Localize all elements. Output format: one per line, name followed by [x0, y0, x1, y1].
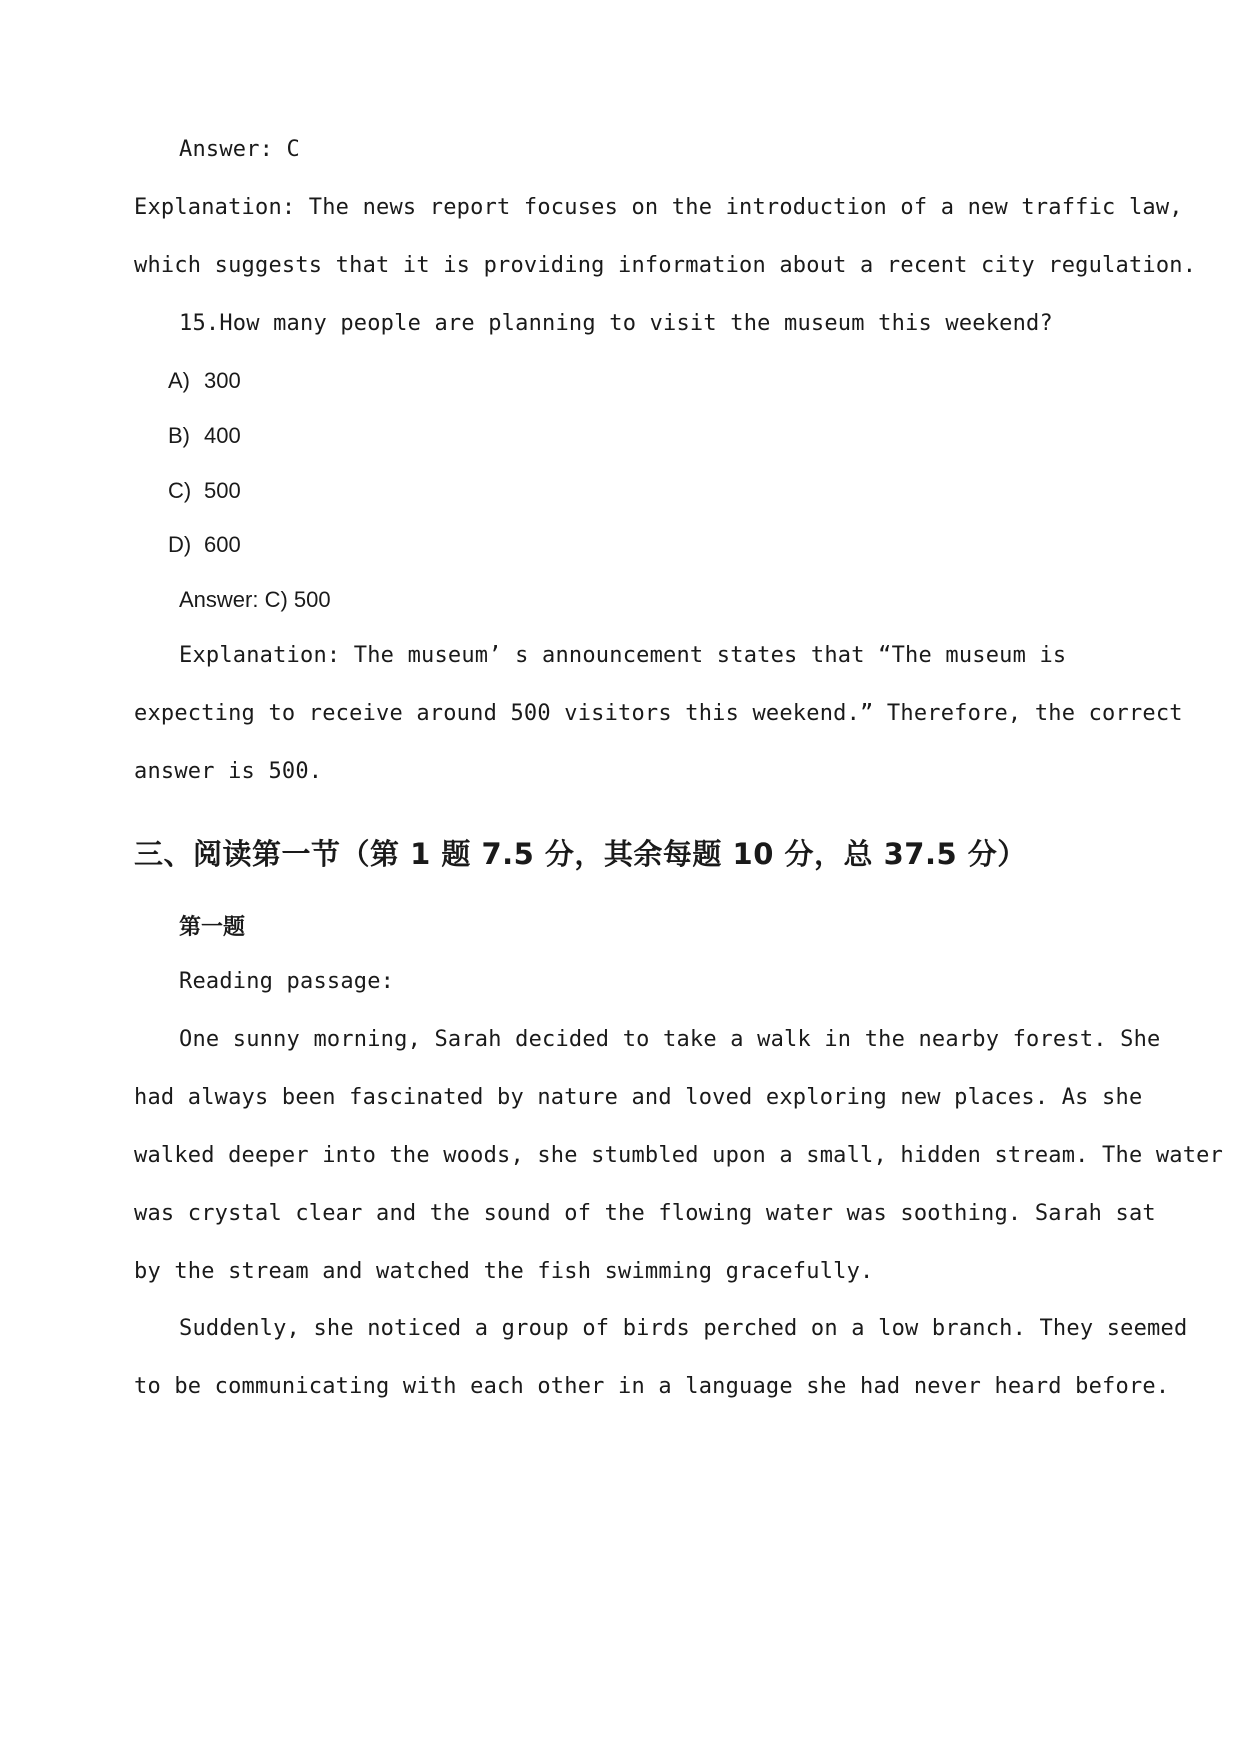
- paragraph2-line-2: to be communicating with each other in a language she had never heard before.: [134, 1374, 1170, 1399]
- option-c-letter: C): [168, 478, 192, 503]
- paragraph1-line-4: was crystal clear and the sound of the flowing water was soothing. Sarah sat: [134, 1201, 1156, 1226]
- reading-passage-label: Reading passage:: [179, 969, 395, 994]
- option-b-letter: B): [168, 423, 190, 448]
- option-d-letter: D): [168, 532, 192, 557]
- paragraph1-line-5: by the stream and watched the fish swimming gracefully.: [134, 1259, 874, 1284]
- option-c: [168, 478, 241, 504]
- section-heading: 三、阅读第一节（第 1 题 7.5 分，其余每题 10 分，总 37.5 分）: [134, 837, 1027, 871]
- option-b: [168, 423, 241, 449]
- option-c-text: 500: [204, 478, 241, 503]
- q15-explanation-line-1: Explanation: The museum’ s announcement states that “The museum is: [179, 643, 1067, 668]
- q15-answer: Answer: C) 500: [179, 587, 331, 612]
- paragraph1-line-2: had always been fascinated by nature and loved exploring new places. As she: [134, 1085, 1143, 1110]
- paragraph1-line-1: One sunny morning, Sarah decided to take a walk in the nearby forest. She: [179, 1027, 1161, 1052]
- question-subheading: 第一题: [179, 915, 246, 940]
- paragraph1-line-3: walked deeper into the woods, she stumbled upon a small, hidden stream. The water: [134, 1143, 1224, 1168]
- option-a-letter: A): [168, 368, 190, 393]
- option-d-text: 600: [204, 532, 241, 557]
- q14-explanation-line-2: which suggests that it is providing information about a recent city regulation.: [134, 253, 1197, 278]
- q14-answer: Answer: C: [179, 137, 301, 162]
- option-a: [168, 368, 241, 394]
- q15-question: 15.How many people are planning to visit the museum this weekend?: [179, 311, 1053, 336]
- paragraph2-line-1: Suddenly, she noticed a group of birds perched on a low branch. They seemed: [179, 1316, 1188, 1341]
- option-a-text: 300: [204, 368, 241, 393]
- q15-explanation-line-2: expecting to receive around 500 visitors this weekend.” Therefore, the correct: [134, 701, 1183, 726]
- option-b-text: 400: [204, 423, 241, 448]
- q15-explanation-line-3: answer is 500.: [134, 759, 323, 784]
- option-d: [168, 532, 241, 558]
- q14-explanation-line-1: Explanation: The news report focuses on the introduction of a new traffic law,: [134, 195, 1183, 220]
